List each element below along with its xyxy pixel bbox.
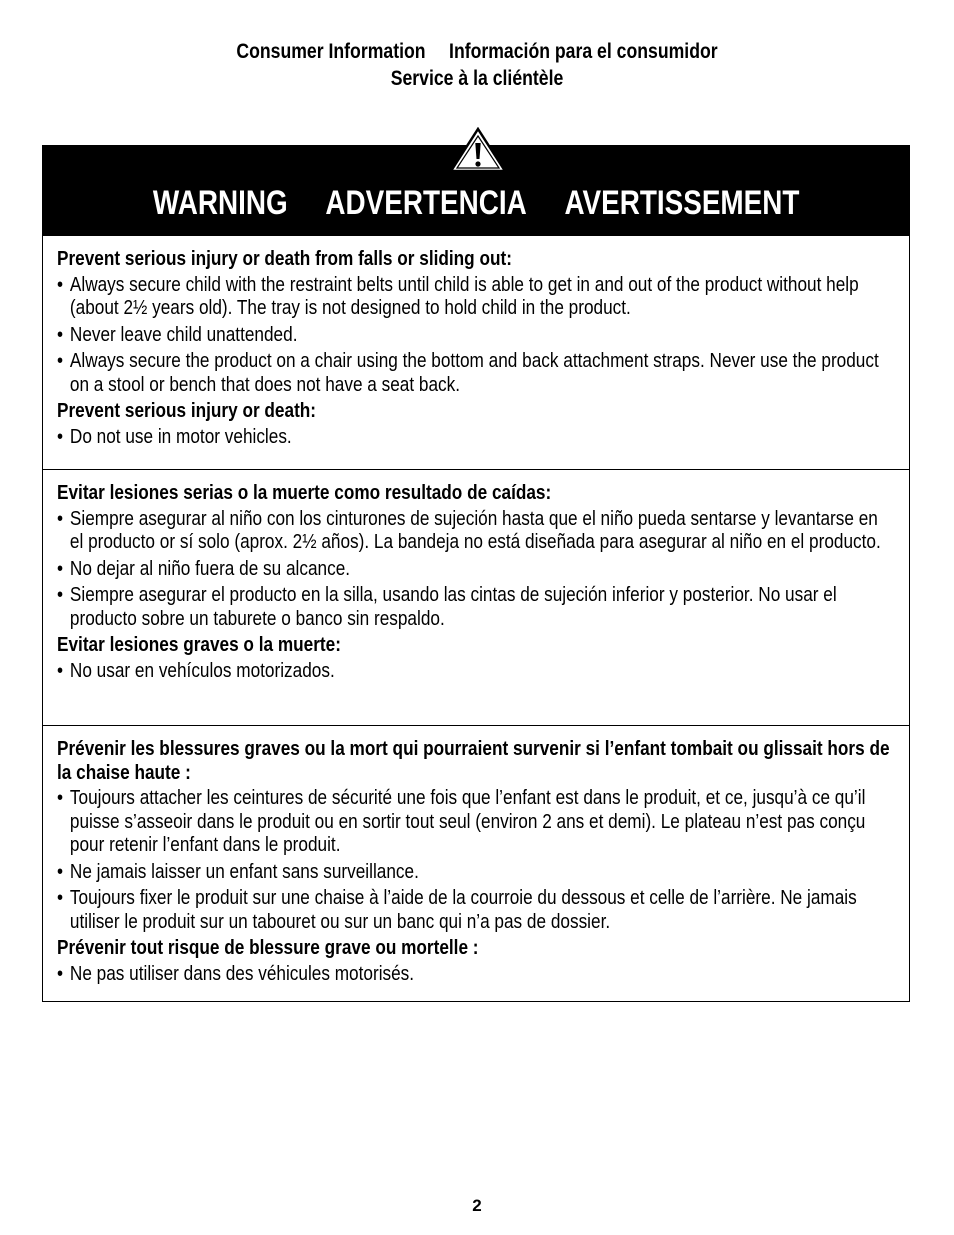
section-heading: Prévenir tout risque de blessure grave ou mortelle : bbox=[57, 937, 479, 959]
warning-box bbox=[42, 145, 910, 1002]
list-item: • Always secure child with the restraint belts until child is able to get in and out of the product without help (about 2½ years old). The tray is not designed to hold child in the product. bbox=[57, 273, 859, 319]
list-item: • Toujours attacher les ceintures de sécurité une fois que l’enfant est dans le produit, et ce, jusqu’à ce qu’il puisse s’asseoir dans le produit ou en sortir tout seul (environ 2 ans et demi). Le plateau n’est pas conçu pour retenir l’enfant dans le produit. bbox=[57, 787, 866, 856]
list-item: • No dejar al niño fuera de su alcance. bbox=[57, 557, 351, 580]
warning-banner bbox=[43, 146, 909, 236]
header-title-en: Consumer Information bbox=[236, 40, 426, 63]
list-item: • Never leave child unattended. bbox=[57, 323, 298, 346]
warning-title-en: WARNING bbox=[152, 184, 288, 222]
warning-triangle-icon bbox=[449, 127, 507, 173]
header-title-es: Información para el consumidor bbox=[449, 40, 718, 63]
page-header bbox=[76, 38, 877, 92]
list-item: • No usar en vehículos motorizados. bbox=[57, 659, 335, 682]
section-heading: Evitar lesiones graves o la muerte: bbox=[57, 634, 341, 656]
section-heading: Prevent serious injury or death from falls or sliding out: bbox=[57, 248, 512, 270]
section-heading: Prevent serious injury or death: bbox=[57, 400, 317, 422]
warning-title-fr: AVERTISSEMENT bbox=[564, 184, 800, 222]
list-item: • Siempre asegurar el producto en la silla, usando las cintas de sujeción inferior y posterior. No usar el producto sobre un taburete o banco sin respaldo. bbox=[57, 584, 837, 630]
list-item: • Siempre asegurar al niño con los cinturones de sujeción hasta que el niño pueda sentarse y levantarse en el producto or sí solo (aprox. 2½ años). La bandeja no está diseñada para asegurar al niño en el producto. bbox=[57, 507, 881, 553]
header-line-1 bbox=[76, 38, 877, 65]
header-title-fr: Service à la cliéntèle bbox=[390, 67, 564, 90]
list-item: • Always secure the product on a chair using the bottom and back attachment straps. Never use the product on a stool or bench that does not have a seat back. bbox=[57, 350, 879, 396]
warning-title-es: ADVERTENCIA bbox=[325, 184, 527, 222]
section-spanish bbox=[43, 469, 909, 725]
section-heading: Evitar lesiones serias o la muerte como resultado de caídas: bbox=[57, 482, 552, 504]
list-item: • Do not use in motor vehicles. bbox=[57, 425, 292, 448]
list-item: • Ne jamais laisser un enfant sans surveillance. bbox=[57, 860, 419, 883]
list-item: • Toujours fixer le produit sur une chaise à l’aide de la courroie du dessous et celle de l’arrière. Ne jamais utiliser le produit sur un tabouret ou sur un banc qui n’a pas de dossier. bbox=[57, 887, 857, 933]
section-heading: Prévenir les blessures graves ou la mort qui pourraient survenir si l’enfant tombait ou glissait hors de la chaise haute : bbox=[57, 738, 890, 784]
list-item: • Ne pas utiliser dans des véhicules motorisés. bbox=[57, 962, 415, 985]
warning-title bbox=[121, 183, 831, 223]
page-number: 2 bbox=[472, 1196, 482, 1215]
section-english bbox=[43, 236, 909, 469]
section-french bbox=[43, 725, 909, 1001]
